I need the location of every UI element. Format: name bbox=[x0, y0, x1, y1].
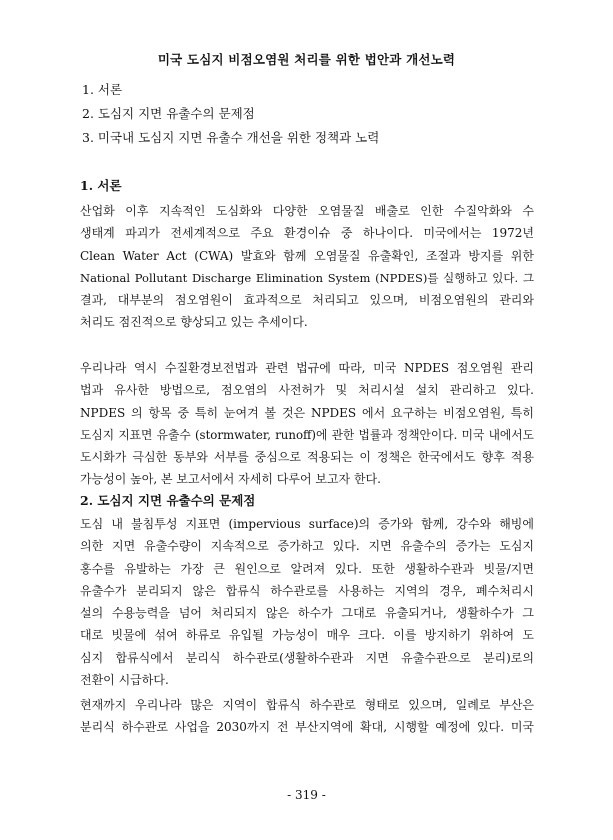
text-line: 홍수를 유발하는 가장 큰 원인으로 알려져 있다. 또한 생활하수관과 빗물/지면 bbox=[80, 561, 534, 576]
paragraph bbox=[80, 694, 534, 739]
text-line: 우리나라 역시 수질환경보전법과 관련 법규에 따라, 미국 NPDES 점오염원 관리 bbox=[80, 361, 534, 375]
paragraph bbox=[80, 200, 534, 334]
table-of-contents bbox=[82, 78, 379, 150]
text-line: 산업화 이후 지속적인 도심화와 다양한 오염물질 배출로 인한 수질악화와 수 bbox=[80, 204, 534, 218]
text-line: 현재까지 우리나라 많은 지역이 합류식 하수관로 형태로 있으며, 일례로 부산은 bbox=[80, 698, 534, 712]
text-line: 유출수가 분리되지 않은 합류식 하수관로를 사용하는 지역의 경우, 폐수처리시 bbox=[80, 583, 534, 598]
toc-item: 1. 서론 bbox=[82, 82, 123, 97]
text-line: Clean Water Act (CWA) 발효와 함께 오염물질 유출확인, 조절과 방지를 위한 bbox=[80, 248, 534, 263]
section-heading-runoff-problems: 2. 도심지 지면 유출수의 문제점 bbox=[80, 493, 256, 508]
page-title: 미국 도심지 비점오염원 처리를 위한 법안과 개선노력 bbox=[157, 52, 456, 67]
text-line: 전환이 시급하다. bbox=[80, 673, 169, 688]
text-line: 분리식 하수관로 사업을 2030까지 전 부산지역에 확대, 시행할 예정에 있다. 미국 bbox=[80, 720, 534, 735]
paragraph bbox=[80, 513, 534, 691]
text-line: NPDES 의 항목 중 특히 눈여겨 볼 것은 NPDES 에서 요구하는 비점오염원, 특히 bbox=[80, 405, 534, 420]
text-line: 가능성이 높아, 본 보고서에서 자세히 다루어 보고자 한다. bbox=[80, 472, 381, 487]
toc-item: 2. 도심지 지면 유출수의 문제점 bbox=[82, 106, 255, 121]
text-line: 의한 지면 유출수량이 지속적으로 증가하고 있다. 지면 유출수의 증가는 도심지 bbox=[80, 539, 534, 554]
text-line: National Pollutant Discharge Elimination System (NPDES)를 실행하고 있다. 그 bbox=[80, 270, 534, 285]
text-line: 결과, 대부분의 점오염원이 효과적으로 처리되고 있으며, 비점오염원의 관리와 bbox=[80, 293, 534, 308]
text-line: 도심 내 불침투성 지표면 (impervious surface)의 증가와 함께, 강수와 해빙에 bbox=[80, 517, 534, 531]
text-line: 설의 수용능력을 넘어 처리되지 않은 하수가 그대로 유출되거나, 생활하수가 그 bbox=[80, 606, 534, 621]
text-line: 법과 유사한 방법으로, 점오염의 사전허가 및 처리시설 설치 관리하고 있다. bbox=[80, 383, 534, 398]
section-heading-introduction: 1. 서론 bbox=[80, 178, 122, 193]
text-line: 도심지 지표면 유출수 (stormwater, runoff)에 관한 법률과 정책안이다. 미국 내에서도 bbox=[80, 427, 534, 442]
toc-item: 3. 미국내 도심지 지면 유출수 개선을 위한 정책과 노력 bbox=[82, 130, 380, 145]
text-line: 도시화가 극심한 동부와 서부를 중심으로 적용되는 이 정책은 한국에서도 향후 적용 bbox=[80, 450, 534, 465]
page-number: - 319 - bbox=[287, 788, 326, 802]
text-line: 심지 합류식에서 분리식 하수관로(생활하수관과 지면 유출수관으로 분리)로의 bbox=[80, 650, 534, 665]
text-line: 생태계 파괴가 전세계적으로 주요 환경이슈 중 하나이다. 미국에서는 1972년 bbox=[80, 226, 534, 241]
paragraph bbox=[80, 357, 534, 491]
text-line: 처리도 점진적으로 향상되고 있는 추세이다. bbox=[80, 315, 308, 330]
text-line: 대로 빗물에 섞여 하류로 유입될 가능성이 매우 크다. 이를 방지하기 위하여 도 bbox=[80, 628, 534, 643]
